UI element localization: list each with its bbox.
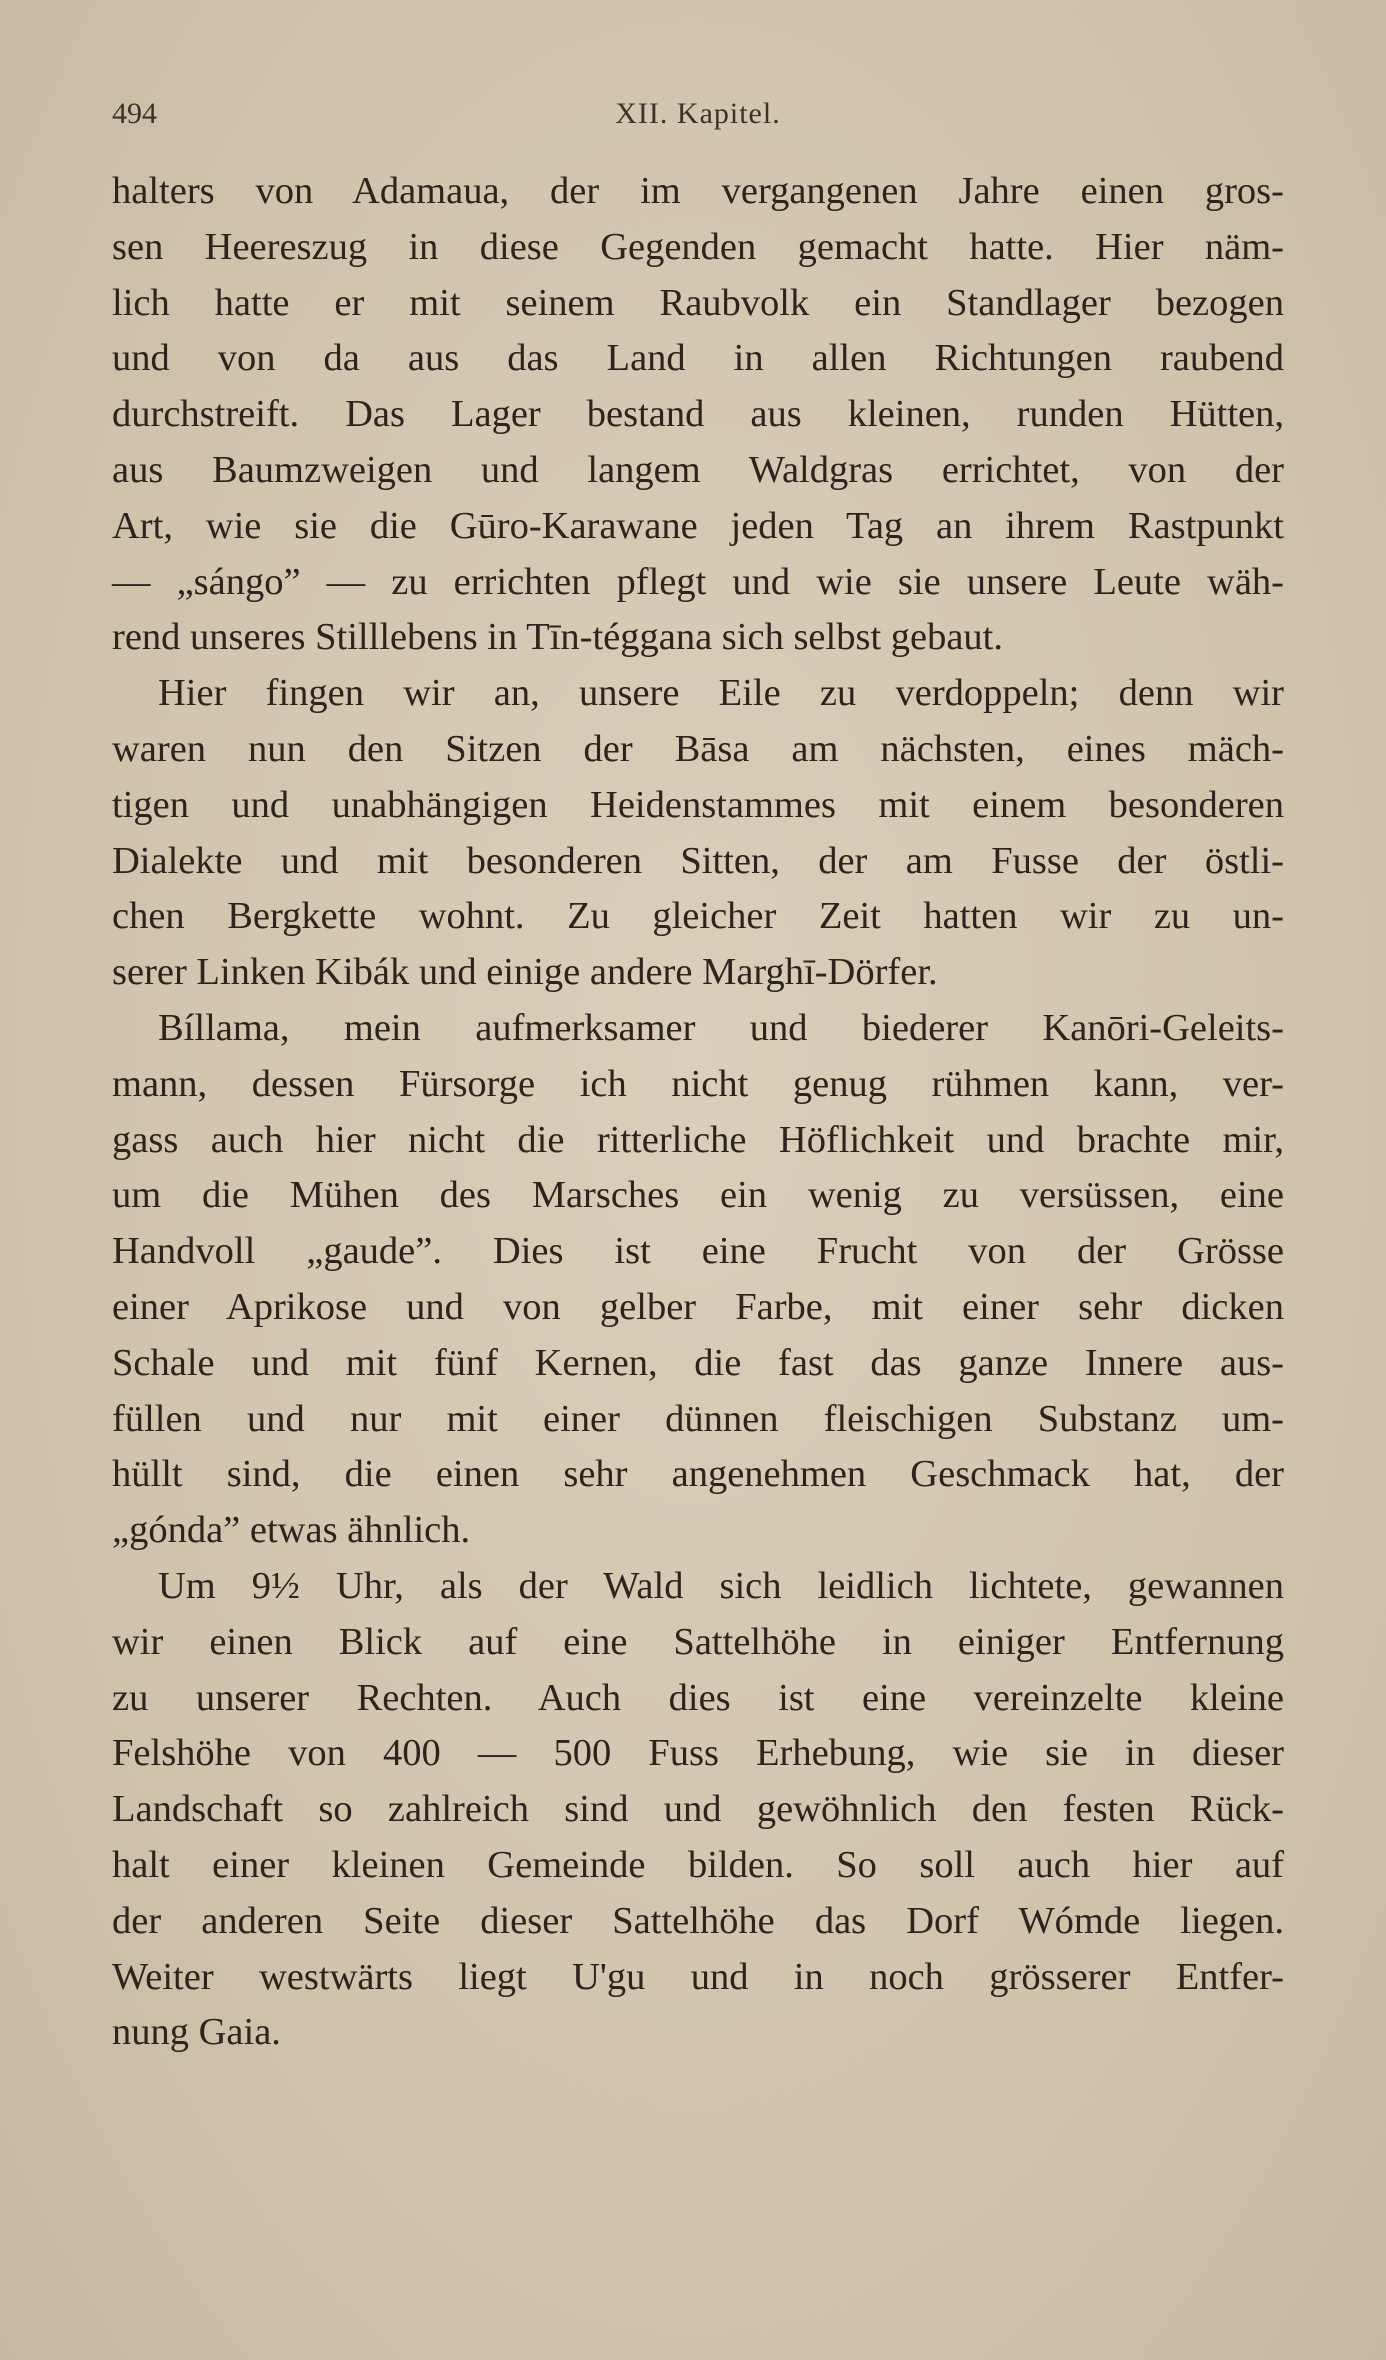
paragraph-1 xyxy=(112,164,1284,666)
text-line: „gónda” etwas ähnlich. xyxy=(112,1509,471,1552)
text-line: waren nun den Sitzen der Bāsa am nächsten, eines mäch- xyxy=(112,727,1284,770)
text-line: halters von Adamaua, der im vergangenen Jahre einen gros- xyxy=(112,170,1284,212)
paragraph-2 xyxy=(112,666,1284,1001)
text-line: Handvoll „gaude”. Dies ist eine Frucht von der Grösse xyxy=(112,1230,1284,1273)
text-line: der anderen Seite dieser Sattelhöhe das Dorf Wómde liegen. xyxy=(112,1899,1284,1942)
text-line: zu unserer Rechten. Auch dies ist eine vereinzelte kleine xyxy=(112,1676,1284,1719)
text-line: halt einer kleinen Gemeinde bilden. So soll auch hier auf xyxy=(112,1843,1284,1886)
text-line: um die Mühen des Marsches ein wenig zu versüssen, eine xyxy=(112,1174,1284,1217)
text-line: einer Aprikose und von gelber Farbe, mit einer sehr dicken xyxy=(112,1285,1284,1328)
text-line: aus Baumzweigen und langem Waldgras errichtet, von der xyxy=(112,448,1284,491)
text-line: Felshöhe von 400 — 500 Fuss Erhebung, wie sie in dieser xyxy=(112,1732,1284,1775)
text-line: Hier fingen wir an, unsere Eile zu verdoppeln; denn wir xyxy=(158,672,1284,715)
body-text xyxy=(112,164,1284,2061)
text-line: Art, wie sie die Gūro-Karawane jeden Tag an ihrem Rastpunkt xyxy=(112,504,1284,547)
text-line: tigen und unabhängigen Heidenstammes mit einem besonderen xyxy=(112,783,1284,826)
paragraph-3 xyxy=(112,1001,1284,1559)
text-line: sen Heereszug in diese Gegenden gemacht hatte. Hier näm- xyxy=(112,225,1284,268)
running-head xyxy=(112,94,1284,134)
paragraph-4 xyxy=(112,1559,1284,2061)
text-line: und von da aus das Land in allen Richtungen raubend xyxy=(112,337,1284,380)
chapter-title: XII. Kapitel. xyxy=(615,97,781,130)
text-line: rend unseres Stilllebens in Tīn-téggana sich selbst gebaut. xyxy=(112,616,1004,659)
text-line: Dialekte und mit besonderen Sitten, der am Fusse der östli- xyxy=(112,839,1284,882)
text-line: mann, dessen Fürsorge ich nicht genug rühmen kann, ver- xyxy=(112,1062,1284,1105)
text-line: Weiter westwärts liegt U'gu und in noch grösserer Entfer- xyxy=(112,1955,1284,1998)
text-line: Schale und mit fünf Kernen, die fast das ganze Innere aus- xyxy=(112,1341,1284,1384)
page-number: 494 xyxy=(112,97,157,130)
text-line: lich hatte er mit seinem Raubvolk ein Standlager bezogen xyxy=(112,281,1284,324)
text-line: nung Gaia. xyxy=(112,2011,281,2054)
text-line: chen Bergkette wohnt. Zu gleicher Zeit hatten wir zu un- xyxy=(112,895,1284,938)
text-line: Bíllama, mein aufmerksamer und biederer Kanōri-Geleits- xyxy=(158,1006,1284,1049)
text-line: gass auch hier nicht die ritterliche Höflichkeit und brachte mir, xyxy=(112,1118,1284,1161)
text-line: durchstreift. Das Lager bestand aus kleinen, runden Hütten, xyxy=(112,393,1284,436)
text-line: füllen und nur mit einer dünnen fleischigen Substanz um- xyxy=(112,1397,1284,1440)
text-line: serer Linken Kibák und einige andere Marghī-Dörfer. xyxy=(112,951,938,994)
text-line: — „sángo” — zu errichten pflegt und wie sie unsere Leute wäh- xyxy=(112,560,1284,603)
text-line: Um 9½ Uhr, als der Wald sich leidlich lichtete, gewannen xyxy=(158,1564,1284,1607)
text-line: Landschaft so zahlreich sind und gewöhnlich den festen Rück- xyxy=(112,1788,1284,1831)
text-line: wir einen Blick auf eine Sattelhöhe in einiger Entfernung xyxy=(112,1620,1284,1663)
text-line: hüllt sind, die einen sehr angenehmen Geschmack hat, der xyxy=(112,1453,1284,1496)
